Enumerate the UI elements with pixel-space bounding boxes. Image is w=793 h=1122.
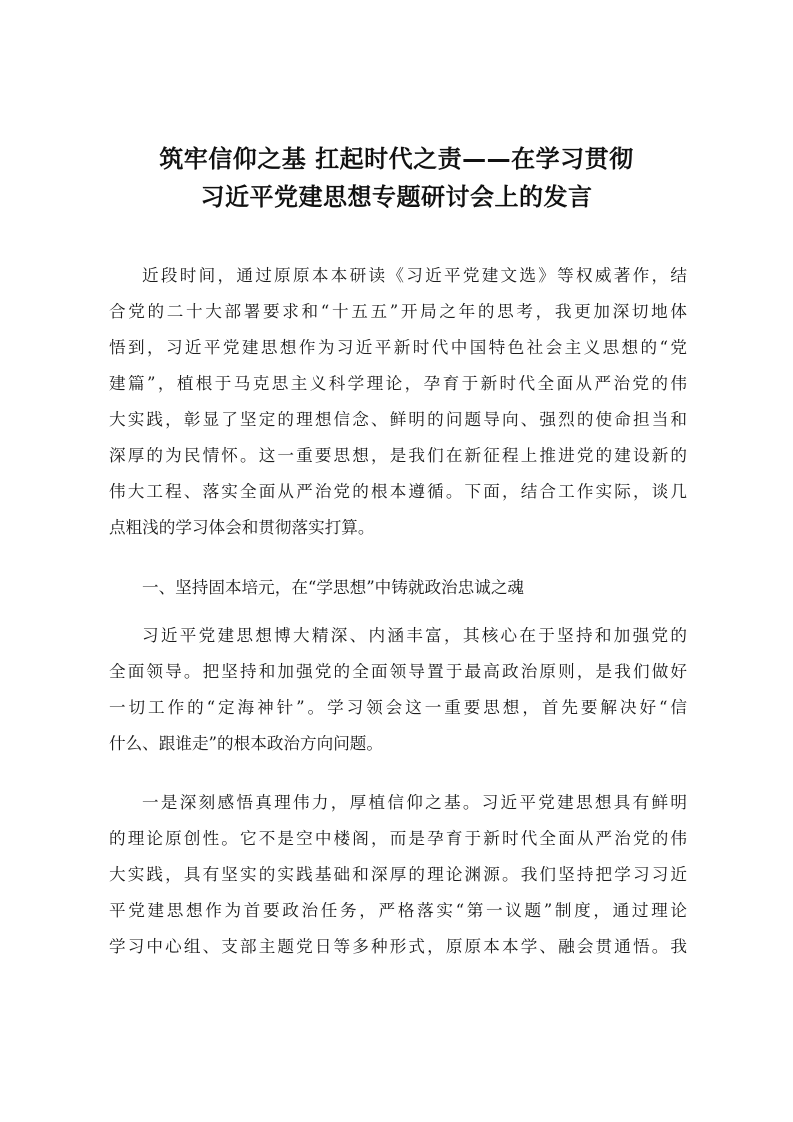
paragraph-3-line-4: 平党建思想作为首要政治任务，严格落实“第一议题”制度，通过理论 — [109, 901, 687, 920]
section-heading-1: 一、坚持固本培元，在“学思想”中铸就政治忠诚之魂 — [142, 578, 525, 597]
paragraph-3-line-5: 学习中心组、支部主题党日等多种形式，原原本本学、融会贯通悟。我 — [109, 937, 687, 956]
paragraph-1-line-3: 悟到，习近平党建思想作为习近平新时代中国特色社会主义思想的“党 — [109, 338, 687, 357]
paragraph-1-line-4: 建篇”，植根于马克思主义科学理论，孕育于新时代全面从严治党的伟 — [109, 374, 687, 393]
paragraph-3-line-2: 的理论原创性。它不是空中楼阁，而是孕育于新时代全面从严治党的伟 — [109, 829, 687, 848]
paragraph-3-line-3: 大实践，具有坚实的实践基础和深厚的理论渊源。我们坚持把学习习近 — [109, 865, 687, 884]
paragraph-1-line-2: 合党的二十大部署要求和“十五五”开局之年的思考，我更加深切地体 — [109, 302, 687, 321]
paragraph-1-line-1: 近段时间，通过原原本本研读《习近平党建文选》等权威著作，结 — [142, 266, 687, 285]
paragraph-3-line-1: 一是深刻感悟真理伟力，厚植信仰之基。习近平党建思想具有鲜明 — [142, 793, 687, 812]
paragraph-1-line-8: 点粗浅的学习体会和贯彻落实打算。 — [109, 518, 375, 537]
paragraph-2-line-2: 全面领导。把坚持和加强党的全面领导置于最高政治原则，是我们做好 — [109, 662, 687, 681]
paragraph-2-line-4: 什么、跟谁走”的根本政治方向问题。 — [109, 734, 383, 753]
document-title-line-2: 习近平党建思想专题研讨会上的发言 — [200, 183, 593, 211]
paragraph-1-line-7: 伟大工程、落实全面从严治党的根本遵循。下面，结合工作实际，谈几 — [109, 482, 687, 501]
paragraph-2-line-3: 一切工作的“定海神针”。学习领会这一重要思想，首先要解决好“信 — [109, 698, 687, 717]
paragraph-2-line-1: 习近平党建思想博大精深、内涵丰富，其核心在于坚持和加强党的 — [142, 626, 687, 645]
paragraph-1-line-6: 深厚的为民情怀。这一重要思想，是我们在新征程上推进党的建设新的 — [109, 446, 687, 465]
document-title-line-1: 筑牢信仰之基 扛起时代之责——在学习贯彻 — [159, 145, 634, 173]
paragraph-1-line-5: 大实践，彰显了坚定的理想信念、鲜明的问题导向、强烈的使命担当和 — [109, 410, 687, 429]
